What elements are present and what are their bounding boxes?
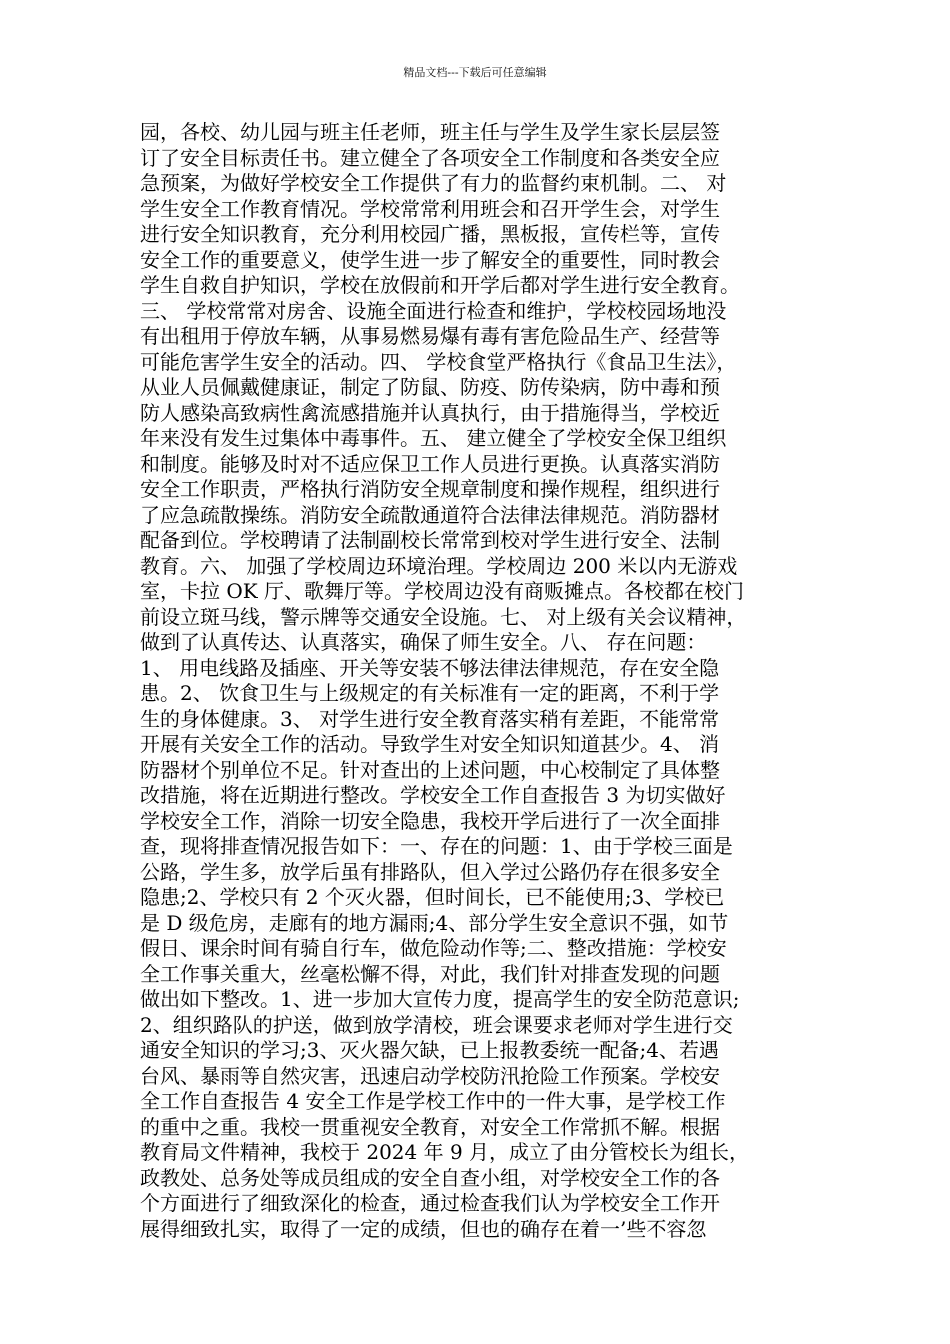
body-line: 是 D 级危房，走廊有的地方漏雨;4、部分学生安全意识不强，如节: [140, 910, 729, 935]
body-line: 进行安全知识教育，充分利用校园广播，黑板报，宣传栏等，宣传: [140, 222, 720, 246]
body-line: 室，卡拉 OK 厅、歌舞厅等。学校周边没有商贩摊点。各校都在校门: [140, 579, 745, 603]
body-line: 改措施，将在近期进行整改。学校安全工作自查报告 3 为切实做好: [140, 783, 726, 807]
body-line: 隐患;2、学校只有 2 个灭火器，但时间长，已不能使用;3、学校已: [140, 885, 725, 909]
body-line: 假日、课余时间有骑自行车，做危险动作等;二、整改措施：学校安: [140, 936, 727, 960]
body-line: 配备到位。学校聘请了法制副校长常常到校对学生进行安全、法制: [140, 528, 720, 552]
document-body: [140, 120, 820, 1242]
body-line: 政教处、总务处等成员组成的安全自查小组，对学校安全工作的各: [140, 1165, 720, 1190]
body-line: 园，各校、幼儿园与班主任老师，班主任与学生及学生家长层层签: [140, 120, 720, 144]
body-line: 学生安全工作教育情况。学校常常利用班会和召开学生会，对学生: [140, 196, 720, 221]
body-line: 前设立斑马线，警示牌等交通安全设施。七、 对上级有关会议精神，: [140, 604, 747, 629]
body-line: 的重中之重。我校一贯重视安全教育，对安全工作常抓不解。根据: [140, 1114, 720, 1139]
body-line: 年来没有发生过集体中毒事件。五、 建立健全了学校安全保卫组织: [140, 426, 727, 450]
body-line: 从业人员佩戴健康证，制定了防鼠、防疫、防传染病，防中毒和预: [140, 375, 720, 399]
body-line: 1、 用电线路及插座、开关等安装不够法律法律规范，存在安全隐: [140, 655, 720, 680]
body-line: 教育。六、 加强了学校周边环境治理。学校周边 200 米以内无游戏: [140, 553, 738, 578]
body-line: 急预案，为做好学校安全工作提供了有力的监督约束机制。二、 对: [140, 171, 727, 195]
body-line: 展得细致扎实，取得了一定的成绩，但也的确存在着一’些不容忽: [140, 1216, 707, 1241]
page-header: 精品文档---下载后可任意编辑: [403, 66, 547, 79]
body-line: 学生自救自护知识，学校在放假前和开学后都对学生进行安全教育。: [140, 273, 740, 297]
body-line: 患。2、 饮食卫生与上级规定的有关标准有一定的距离，不利于学: [140, 681, 720, 705]
body-line: 做出如下整改。1、进一步加大宣传力度，提高学生的安全防范意识;: [140, 987, 740, 1011]
body-line: 全工作自查报告 4 安全工作是学校工作中的一件大事，是学校工作: [140, 1089, 726, 1113]
body-line: 订了安全目标责任书。建立健全了各项安全工作制度和各类安全应: [140, 145, 720, 170]
body-line: 防人感染高致病性禽流感措施并认真执行，由于措施得当，学校近: [140, 400, 720, 425]
body-line: 三、 学校常常对房舍、设施全面进行检查和维护，学校校园场地没: [140, 298, 727, 323]
body-line: 做到了认真传达、认真落实，确保了师生安全。八、 存在问题：: [140, 630, 707, 654]
body-line: 可能危害学生安全的活动。四、 学校食堂严格执行《食品卫生法》，: [140, 349, 737, 374]
body-line: 教育局文件精神，我校于 2024 年 9 月，成立了由分管校长为组长，: [140, 1140, 750, 1164]
body-line: 了应急疏散操练。消防安全疏散通道符合法律法律规范。消防器材: [140, 502, 720, 527]
body-line: 有出租用于停放车辆，从事易燃易爆有毒有害危险品生产、经营等: [140, 324, 720, 348]
body-line: 2、组织路队的护送，做到放学清校，班会课要求老师对学生进行交: [140, 1012, 733, 1037]
body-line: 安全工作的重要意义，使学生进一步了解安全的重要性，同时教会: [140, 247, 720, 272]
body-line: 通安全知识的学习;3、灭火器欠缺，已上报教委统一配备;4、若遇: [140, 1038, 719, 1062]
body-line: 台风、暴雨等自然灾害，迅速启动学校防汛抢险工作预案。学校安: [140, 1063, 720, 1088]
body-line: 开展有关安全工作的活动。导致学生对安全知识知道甚少。4、 消: [140, 732, 720, 756]
body-line: 防器材个别单位不足。针对查出的上述问题，中心校制定了具体整: [140, 757, 720, 782]
body-line: 个方面进行了细致深化的检查，通过检查我们认为学校安全工作开: [140, 1191, 720, 1215]
body-line: 查，现将排查情况报告如下：一、存在的问题：1、由于学校三面是: [140, 834, 733, 858]
body-line: 安全工作职责，严格执行消防安全规章制度和操作规程，组织进行: [140, 477, 720, 501]
body-line: 学校安全工作，消除一切安全隐患，我校开学后进行了一次全面排: [140, 808, 720, 833]
body-line: 和制度。能够及时对不适应保卫工作人员进行更换。认真落实消防: [140, 451, 720, 476]
body-line: 公路，学生多，放学后虽有排路队，但入学过公路仍存在很多安全: [140, 859, 720, 884]
body-line: 生的身体健康。3、 对学生进行安全教育落实稍有差距，不能常常: [140, 706, 720, 731]
body-line: 全工作事关重大，丝毫松懈不得，对此，我们针对排查发现的问题: [140, 961, 720, 986]
